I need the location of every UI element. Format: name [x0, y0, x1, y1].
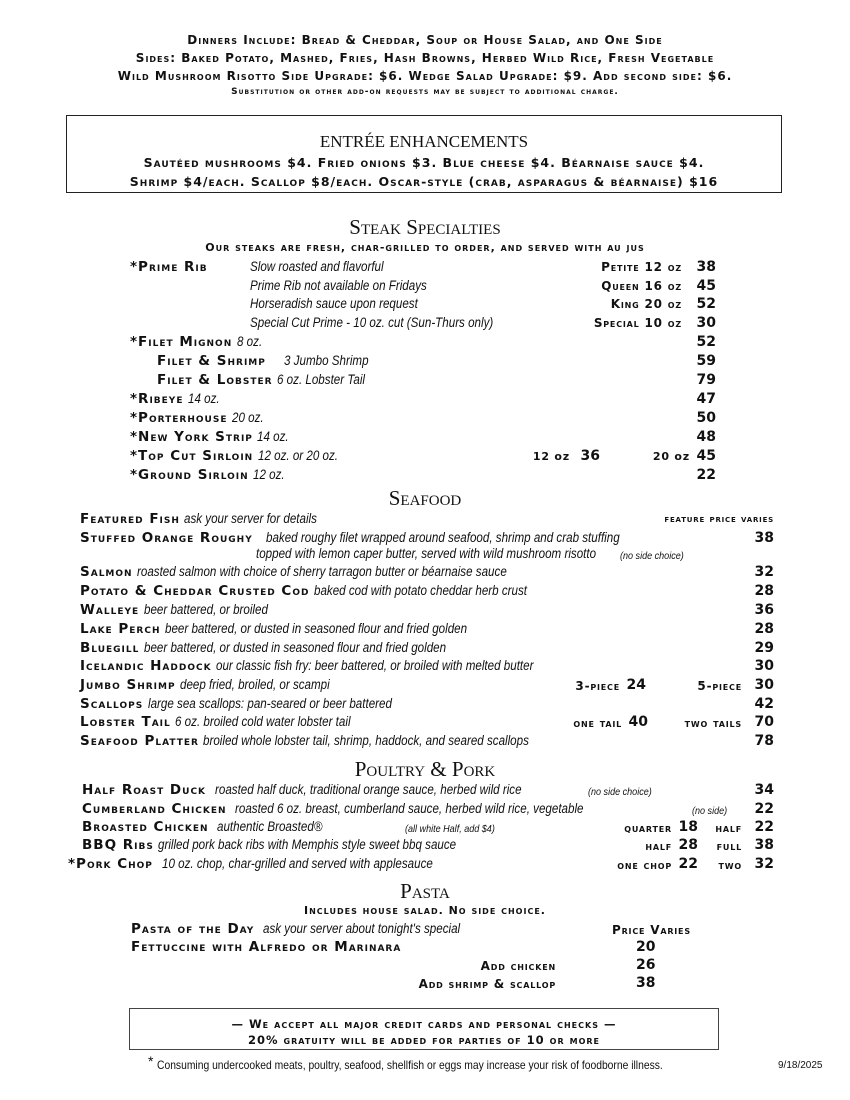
price: 50: [696, 410, 716, 426]
option-label: full: [716, 839, 742, 853]
steak-section-subtitle: Our steaks are fresh, char-grilled to order, and served with au jus: [205, 241, 645, 254]
item-name: *Top Cut Sirloin: [130, 448, 254, 464]
price: 52: [696, 334, 716, 350]
menu-item-ribeye: [130, 390, 225, 408]
item-name: Filet & Shrimp: [157, 353, 266, 369]
size-label: King 20 oz: [610, 297, 682, 311]
price: 38: [636, 975, 656, 991]
item-name: *Porterhouse: [130, 410, 228, 426]
item-desc: 14 oz.: [257, 429, 289, 444]
menu-item-bluegill: [80, 639, 495, 657]
price: 22: [696, 467, 716, 483]
menu-item-lake-perch: [80, 620, 516, 638]
menu-item-bbq-ribs: [82, 836, 505, 854]
item-desc: authentic Broasted®: [217, 819, 323, 834]
enhancements-line-1: Sautéed mushrooms $4. Fried onions $3. Blue cheese $4. Béarnaise sauce $4.: [143, 155, 705, 170]
menu-item-icelandic-haddock: [80, 657, 585, 675]
menu-item-jumbo-shrimp: [80, 676, 354, 694]
size-label: Special 10 oz: [593, 316, 682, 330]
item-desc: beer battered, or dusted in seasoned flour and fried golden: [164, 621, 468, 636]
enhancements-title: ENTRÉE ENHANCEMENTS: [319, 132, 529, 151]
menu-item-filet-shrimp: [157, 352, 382, 370]
price: 42: [754, 696, 774, 712]
option-label: quarter: [624, 821, 672, 835]
item-desc: 12 oz. or 20 oz.: [257, 448, 338, 463]
price: 32: [754, 564, 774, 580]
menu-item-porterhouse: [130, 409, 269, 427]
addon-label: Add shrimp & scallop: [418, 977, 556, 991]
price: 30: [696, 315, 716, 331]
menu-date: 9/18/2025: [778, 1060, 823, 1071]
item-desc: beer battered, or broiled: [143, 602, 268, 617]
item-name: Broasted Chicken: [82, 819, 209, 835]
addon-label: Add chicken: [480, 959, 556, 973]
menu-item-scallops: [80, 695, 431, 713]
item-desc: roasted salmon with choice of sherry tarragon butter or béarnaise sauce: [137, 564, 507, 579]
price: 36: [754, 602, 774, 618]
sides-text: Sides: Baked Potato, Mashed, Fries, Hash Browns, Herbed Wild Rice, Fresh Vegetable: [135, 51, 715, 65]
price: 22: [754, 819, 774, 835]
option-price: 22: [678, 856, 698, 872]
price: 59: [696, 353, 716, 369]
menu-item-ground-sirloin: [130, 466, 290, 484]
pasta-section-subtitle: Includes house salad. No side choice.: [304, 904, 546, 917]
upgrades-text: Wild Mushroom Risotto Side Upgrade: $6. Wedge Salad Upgrade: $9. Add second side: $6.: [117, 69, 733, 83]
price: 47: [696, 391, 716, 407]
item-desc: large sea scallops: pan-seared or beer battered: [147, 696, 392, 711]
menu-item-lobster-tail: [80, 713, 379, 731]
menu-item-filet-mignon: [130, 333, 266, 351]
pasta-section-title: Pasta: [400, 879, 450, 903]
price: 38: [754, 530, 774, 546]
menu-item-seafood-platter: [80, 732, 582, 750]
option-label: two: [718, 858, 742, 872]
payment-info-box: [129, 1008, 719, 1050]
item-desc: Special Cut Prime - 10 oz. cut (Sun-Thurs only): [250, 315, 494, 330]
item-name: Walleye: [80, 602, 140, 618]
enhancements-line-2: Shrimp $4/each. Scallop $8/each. Oscar-style (crab, asparagus & béarnaise) $16: [129, 174, 719, 189]
price: 22: [754, 801, 774, 817]
item-desc: 10 oz. chop, char-grilled and served with applesauce: [161, 856, 433, 871]
price: 79: [696, 372, 716, 388]
gratuity-text: 20% gratuity will be added for parties of 10 or more: [248, 1033, 600, 1047]
entree-enhancements-box: [66, 115, 782, 193]
item-name: *Prime Rib: [130, 259, 208, 275]
item-desc: our classic fish fry: beer battered, or broiled with melted butter: [216, 658, 534, 673]
item-name: Seafood Platter: [80, 733, 199, 749]
menu-item-broasted-chicken: [82, 818, 340, 836]
price: 78: [754, 733, 774, 749]
item-desc: ask your server about tonight's special: [263, 921, 461, 936]
price: 45: [696, 278, 716, 294]
item-desc: baked cod with potato cheddar herb crust: [313, 583, 527, 598]
steak-section-title: Steak Specialties: [349, 215, 501, 239]
item-name: Icelandic Haddock: [80, 658, 212, 674]
price: 45: [696, 448, 716, 464]
option-label: half: [715, 821, 742, 835]
menu-item-featured-fish: [80, 510, 339, 528]
option-label: two tails: [684, 716, 742, 730]
item-desc: grilled pork back ribs with Memphis style sweet bbq sauce: [158, 837, 457, 852]
item-desc: 20 oz.: [231, 410, 264, 425]
price: 34: [754, 782, 774, 798]
option-label: half: [645, 839, 672, 853]
item-name: Bluegill: [80, 640, 140, 656]
item-desc: 6 oz. Lobster Tail: [277, 372, 366, 387]
price: 30: [754, 658, 774, 674]
menu-item-half-roast-duck: [82, 781, 571, 799]
item-desc: ask your server for details: [184, 511, 318, 526]
option-label: 5-piece: [697, 679, 742, 693]
item-name: Scallops: [80, 696, 144, 712]
item-desc: roasted 6 oz. breast, cumberland sauce, herbed wild rice, vegetable: [235, 801, 584, 816]
item-name: Potato & Cheddar Crusted Cod: [80, 583, 310, 599]
price: 38: [696, 259, 716, 275]
item-desc: beer battered, or dusted in seasoned flour and fried golden: [143, 640, 446, 655]
option-price: 18: [678, 819, 698, 835]
price: 30: [754, 677, 774, 693]
price: 29: [754, 640, 774, 656]
item-name: Cumberland Chicken: [82, 801, 227, 817]
item-desc: deep fried, broiled, or scampi: [180, 677, 330, 692]
menu-item-fettuccine: [131, 938, 401, 956]
item-note: (no side choice): [620, 550, 684, 562]
option-price: 40: [628, 714, 648, 730]
item-name: Half Roast Duck: [82, 782, 207, 798]
price: 32: [754, 856, 774, 872]
item-desc: roasted half duck, traditional orange sauce, herbed wild rice: [214, 782, 522, 797]
price-note: Price Varies: [612, 923, 691, 937]
item-name: Pasta of the Day: [131, 921, 255, 937]
price: 48: [696, 429, 716, 445]
item-name: Featured Fish: [80, 511, 180, 527]
item-name: BBQ Ribs: [82, 837, 154, 853]
menu-item-salmon: [80, 563, 567, 581]
item-desc-continued: topped with lemon caper butter, served with wild mushroom risotto: [256, 546, 597, 561]
price: 28: [754, 583, 774, 599]
item-name: Salmon: [80, 564, 133, 580]
dinners-include-text: Dinners Include: Bread & Cheddar, Soup or House Salad, and One Side: [187, 33, 663, 47]
price: 26: [636, 957, 656, 973]
item-name: Lobster Tail: [80, 714, 171, 730]
menu-item-new-york-strip: [130, 428, 294, 446]
asterisk-mark: *: [148, 1053, 154, 1069]
item-name: *Ribeye: [130, 391, 184, 407]
item-desc: baked roughy filet wrapped around seafood, shrimp and crab stuffing: [266, 530, 620, 545]
price: 70: [754, 714, 774, 730]
item-name: *Pork Chop: [68, 856, 153, 872]
size-label: Petite 12 oz: [601, 260, 682, 274]
item-name: *Ground Sirloin: [130, 467, 249, 483]
seafood-section-title: Seafood: [388, 486, 462, 510]
price-note: feature price varies: [664, 513, 774, 525]
item-desc: 14 oz.: [187, 391, 220, 406]
item-name: Fettuccine with Alfredo or Marinara: [131, 939, 402, 955]
item-name: Jumbo Shrimp: [80, 677, 176, 693]
item-desc: 12 oz.: [253, 467, 285, 482]
menu-item-prime-rib: [130, 258, 208, 276]
item-desc: 8 oz.: [236, 334, 262, 349]
payment-text: — We accept all major credit cards and personal checks —: [231, 1017, 617, 1031]
option-label: 3-piece: [575, 679, 620, 693]
item-desc: broiled whole lobster tail, shrimp, haddock, and seared scallops: [203, 733, 530, 748]
item-desc: Horseradish sauce upon request: [250, 296, 418, 311]
item-name: *New York Strip: [130, 429, 253, 445]
item-note: (all white Half, add $4): [405, 823, 495, 835]
option-price: 28: [678, 837, 698, 853]
item-desc: Slow roasted and flavorful: [250, 259, 384, 274]
menu-item-pork-chop: [68, 855, 477, 873]
price: 20: [636, 939, 656, 955]
item-name: Filet & Lobster: [157, 372, 273, 388]
menu-item-pasta-of-the-day: [131, 920, 492, 938]
item-name: Stuffed Orange Roughy: [80, 530, 253, 546]
option-label: one chop: [617, 858, 672, 872]
substitution-note: Substitution or other add-on requests may be subject to additional charge.: [231, 87, 619, 97]
option-label: 20 oz: [652, 450, 690, 463]
item-desc: Prime Rib not available on Fridays: [250, 278, 427, 293]
option-label: one tail: [573, 716, 622, 730]
food-safety-disclaimer: Consuming undercooked meats, poultry, seafood, shellfish or eggs may increase your risk of foodborne illness.: [157, 1058, 663, 1072]
menu-item-cumberland-chicken: [82, 800, 641, 818]
size-label: Queen 16 oz: [601, 279, 682, 293]
menu-item-top-cut-sirloin: [130, 447, 351, 465]
option-price: 36: [580, 448, 600, 464]
poultry-section-title: Poultry & Pork: [354, 757, 496, 781]
item-note: (no side): [692, 805, 728, 817]
item-desc: 3 Jumbo Shrimp: [283, 353, 369, 368]
price: 28: [754, 621, 774, 637]
option-label: 12 oz: [532, 450, 570, 463]
menu-item-filet-lobster: [157, 371, 379, 389]
price: 38: [754, 837, 774, 853]
menu-item-walleye: [80, 601, 288, 619]
item-note: (no side choice): [588, 786, 652, 798]
item-name: *Filet Mignon: [130, 334, 233, 350]
menu-item-crusted-cod: [80, 582, 562, 600]
price: 52: [696, 296, 716, 312]
item-name: Lake Perch: [80, 621, 161, 637]
item-desc: 6 oz. broiled cold water lobster tail: [175, 714, 351, 729]
option-price: 24: [626, 677, 646, 693]
